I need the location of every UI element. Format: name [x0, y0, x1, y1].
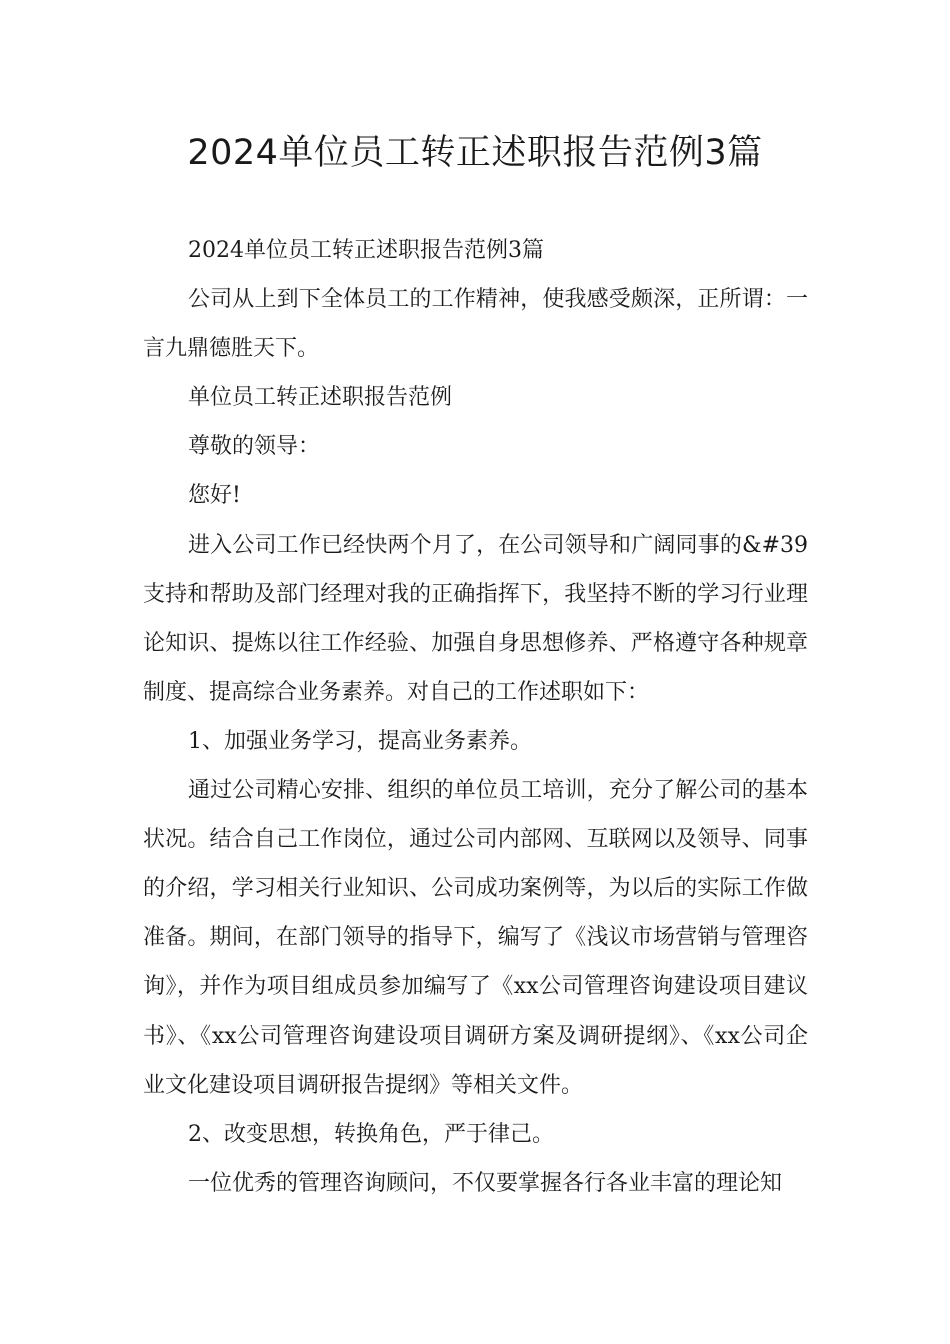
paragraph-greeting: 您好! [188, 483, 241, 509]
document-title: 2024单位员工转正述职报告范例3篇 [187, 133, 763, 173]
paragraph-subtitle: 2024单位员工转正述职报告范例3篇 [188, 238, 544, 263]
document-body [143, 226, 808, 1208]
paragraph-section-1-heading: 1、加强业务学习，提高业务素养。 [188, 728, 532, 754]
paragraph-section-1-body: 通过公司精心安排、组织的单位员工培训，充分了解公司的基本状况。结合自己工作岗位，通过公司内部网、互联网以及领导、同事的介绍，学习相关行业知识、公司成功案例等，为以后的实际工作做准备。期间，在部门领导的指导下，编写了《浅议市场营销与管理咨询》，并作为项目组成员参加编写了《xx公司管理咨询建设项目建议书》、《xx公司管理咨询建设项目调研方案及调研提纲》、《xx公司企业文化建设项目调研报告提纲》等相关文件。 [143, 778, 808, 1098]
paragraph-intro: 公司从上到下全体员工的工作精神，使我感受颇深，正所谓：一言九鼎德胜天下。 [143, 287, 808, 362]
paragraph-salutation: 尊敬的领导： [188, 434, 321, 460]
paragraph-heading: 单位员工转正述职报告范例 [188, 385, 453, 411]
paragraph-section-2-body: 一位优秀的管理咨询顾问，不仅要掌握各行各业丰富的理论知 [188, 1170, 783, 1196]
paragraph-overview: 进入公司工作已经快两个月了，在公司领导和广阔同事的&#39支持和帮助及部门经理对我的正确指挥下，我坚持不断的学习行业理论知识、提炼以往工作经验、加强自身思想修养、严格遵守各种规章制度、提高综合业务素养。对自己的工作述职如下： [143, 532, 808, 705]
paragraph-section-2-heading: 2、改变思想，转换角色，严于律己。 [188, 1121, 554, 1147]
